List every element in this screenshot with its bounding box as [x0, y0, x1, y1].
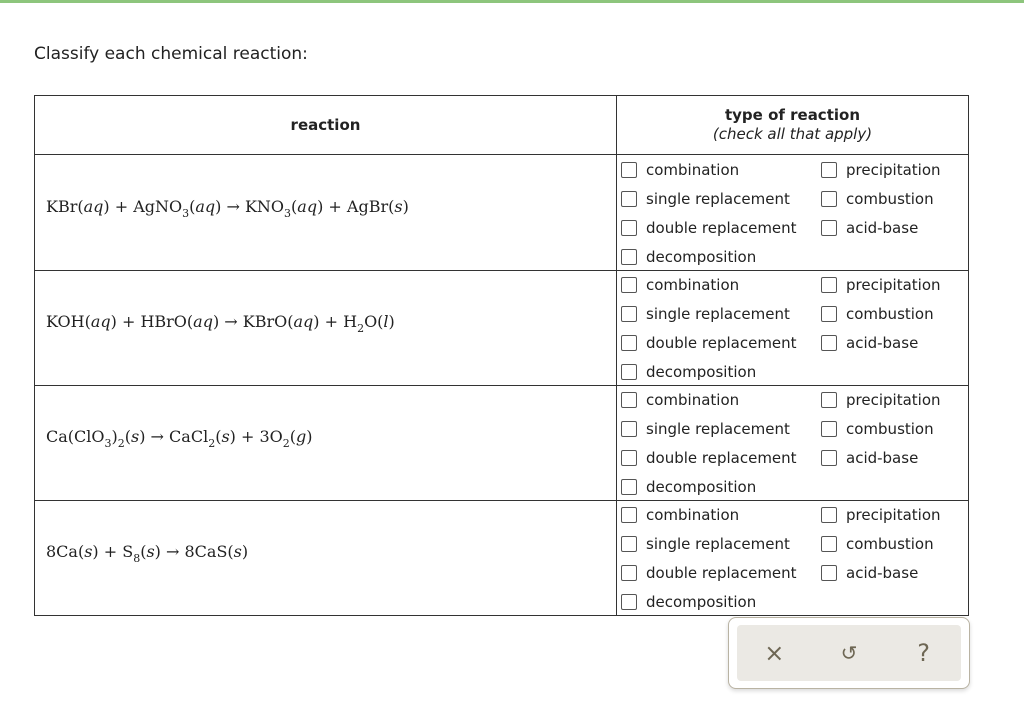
checkbox[interactable]: [821, 191, 837, 207]
option-label: precipitation: [846, 276, 941, 294]
equation-part: aq: [90, 312, 111, 331]
option-label: decomposition: [646, 363, 757, 381]
equation-part: s: [221, 427, 230, 446]
checkbox[interactable]: [821, 220, 837, 236]
equation-part: (: [140, 542, 147, 561]
x-icon: ×: [764, 639, 785, 667]
equation-part: 8Ca(: [46, 542, 85, 561]
checkbox[interactable]: [621, 162, 637, 178]
checkbox[interactable]: [621, 249, 637, 265]
equation-part: (: [289, 427, 297, 446]
option-label: decomposition: [646, 248, 757, 266]
equation-part: ) → KNO: [215, 197, 285, 216]
option-label: combination: [646, 276, 740, 294]
option-combination[interactable]: [621, 391, 739, 409]
equation-part: s: [131, 427, 140, 446]
chemical-equation: [46, 312, 395, 335]
equation-part: ) + 3O: [229, 427, 283, 446]
option-label: precipitation: [846, 391, 941, 409]
checkbox[interactable]: [821, 335, 837, 351]
option-combustion[interactable]: [821, 190, 934, 208]
help-icon: ?: [917, 639, 931, 667]
option-decomposition[interactable]: [621, 478, 756, 496]
checkbox[interactable]: [821, 392, 837, 408]
equation-part: s: [394, 197, 403, 216]
option-label: single replacement: [646, 190, 790, 208]
equation-part: 2: [117, 437, 125, 450]
checkbox[interactable]: [621, 306, 637, 322]
undo-button[interactable]: [829, 633, 869, 673]
chemical-equation: [46, 427, 313, 450]
checkbox[interactable]: [621, 364, 637, 380]
equation-part: Ca(ClO: [46, 427, 105, 446]
option-decomposition[interactable]: [621, 248, 756, 266]
reaction-row: [35, 385, 968, 501]
checkbox[interactable]: [621, 220, 637, 236]
equation-part: ) + HBrO(: [110, 312, 194, 331]
equation-part: l: [383, 312, 389, 331]
option-decomposition[interactable]: [621, 363, 756, 381]
equation-part: ) → KBrO(: [212, 312, 294, 331]
option-label: precipitation: [846, 506, 941, 524]
option-label: combination: [646, 161, 740, 179]
equation-part: ) → CaCl: [139, 427, 209, 446]
checkbox[interactable]: [621, 479, 637, 495]
equation-part: 3: [104, 437, 112, 450]
option-acid-base[interactable]: [821, 564, 918, 582]
top-accent-bar: [0, 0, 1024, 3]
option-label: combustion: [846, 305, 934, 323]
option-single-replacement[interactable]: [621, 305, 790, 323]
column-divider: [616, 96, 617, 615]
option-double-replacement[interactable]: [621, 564, 797, 582]
checkbox[interactable]: [821, 565, 837, 581]
reaction-row: [35, 270, 968, 386]
option-combination[interactable]: [621, 161, 739, 179]
equation-part: 3: [182, 207, 190, 220]
equation-part: g: [296, 427, 307, 446]
chemical-equation: [46, 542, 248, 565]
equation-part: 2: [357, 322, 365, 335]
checkbox[interactable]: [821, 507, 837, 523]
option-precipitation[interactable]: [821, 161, 941, 179]
option-label: single replacement: [646, 535, 790, 553]
checkbox[interactable]: [821, 450, 837, 466]
equation-part: ) + AgBr(: [317, 197, 395, 216]
checkbox[interactable]: [621, 450, 637, 466]
type-header-note: (check all that apply): [712, 125, 873, 143]
checkbox[interactable]: [821, 162, 837, 178]
option-label: acid-base: [846, 449, 919, 467]
option-acid-base[interactable]: [821, 334, 918, 352]
equation-part: aq: [195, 197, 216, 216]
equation-part: aq: [297, 197, 318, 216]
option-label: decomposition: [646, 593, 757, 611]
equation-part: 8: [133, 552, 141, 565]
equation-part: aq: [193, 312, 213, 331]
option-precipitation[interactable]: [821, 391, 941, 409]
checkbox[interactable]: [621, 392, 637, 408]
equation-part: aq: [83, 197, 104, 216]
equation-part: ): [402, 197, 409, 216]
option-double-replacement[interactable]: [621, 449, 797, 467]
option-label: double replacement: [646, 564, 797, 582]
equation-part: 3: [284, 207, 292, 220]
reaction-column-header: reaction: [290, 116, 361, 134]
equation-part: ) + H: [313, 312, 358, 331]
option-label: combustion: [846, 190, 934, 208]
equation-part: ): [388, 312, 395, 331]
equation-part: s: [84, 542, 93, 561]
undo-icon: ↺: [840, 641, 858, 665]
option-label: combination: [646, 506, 740, 524]
option-label: combustion: [846, 535, 934, 553]
equation-part: (: [77, 197, 84, 216]
checkbox[interactable]: [621, 335, 637, 351]
equation-part: (: [124, 427, 131, 446]
equation-part: ): [306, 427, 313, 446]
checkbox[interactable]: [821, 421, 837, 437]
equation-part: KOH(: [46, 312, 91, 331]
checkbox[interactable]: [621, 536, 637, 552]
option-label: double replacement: [646, 334, 797, 352]
equation-part: 2: [208, 437, 216, 450]
option-precipitation[interactable]: [821, 276, 941, 294]
table-header: [35, 96, 968, 155]
option-single-replacement[interactable]: [621, 535, 790, 553]
checkbox[interactable]: [621, 277, 637, 293]
equation-part: ): [111, 427, 118, 446]
equation-part: O(: [364, 312, 384, 331]
equation-part: ) → 8CaS(: [154, 542, 234, 561]
option-label: double replacement: [646, 449, 797, 467]
checkbox[interactable]: [621, 565, 637, 581]
help-button[interactable]: [904, 633, 944, 673]
option-double-replacement[interactable]: [621, 219, 797, 237]
chemical-equation: [46, 197, 409, 220]
equation-part: (: [291, 197, 298, 216]
reaction-table: [34, 95, 969, 616]
option-single-replacement[interactable]: [621, 420, 790, 438]
equation-part: (: [215, 427, 222, 446]
reaction-row: [35, 155, 968, 271]
checkbox[interactable]: [621, 594, 637, 610]
option-label: single replacement: [646, 420, 790, 438]
option-label: acid-base: [846, 334, 919, 352]
option-label: decomposition: [646, 478, 757, 496]
answer-toolbar: [728, 617, 970, 689]
equation-part: s: [146, 542, 155, 561]
option-precipitation[interactable]: [821, 506, 941, 524]
option-combustion[interactable]: [821, 535, 934, 553]
option-combination[interactable]: [621, 276, 739, 294]
option-label: single replacement: [646, 305, 790, 323]
clear-button[interactable]: [754, 633, 794, 673]
equation-part: ) + S: [92, 542, 134, 561]
checkbox[interactable]: [821, 306, 837, 322]
reaction-row: [35, 500, 968, 615]
checkbox[interactable]: [621, 421, 637, 437]
type-header-title: type of reaction: [724, 106, 860, 124]
equation-part: ): [241, 542, 249, 561]
option-label: combustion: [846, 420, 934, 438]
option-acid-base[interactable]: [821, 449, 918, 467]
option-combustion[interactable]: [821, 420, 934, 438]
equation-part: (: [189, 197, 196, 216]
option-label: combination: [646, 391, 740, 409]
equation-part: ) + AgNO: [103, 197, 183, 216]
option-combustion[interactable]: [821, 305, 934, 323]
option-acid-base[interactable]: [821, 219, 918, 237]
checkbox[interactable]: [821, 536, 837, 552]
option-label: acid-base: [846, 564, 919, 582]
option-label: precipitation: [846, 161, 941, 179]
option-double-replacement[interactable]: [621, 334, 797, 352]
equation-part: 2: [282, 437, 290, 450]
option-label: double replacement: [646, 219, 797, 237]
option-decomposition[interactable]: [621, 593, 756, 611]
option-combination[interactable]: [621, 506, 739, 524]
equation-part: s: [233, 542, 242, 561]
checkbox[interactable]: [621, 191, 637, 207]
type-column-header: [617, 106, 968, 144]
question-prompt: Classify each chemical reaction:: [34, 44, 308, 64]
checkbox[interactable]: [621, 507, 637, 523]
equation-part: KBr: [46, 197, 78, 216]
option-label: acid-base: [846, 219, 919, 237]
checkbox[interactable]: [821, 277, 837, 293]
option-single-replacement[interactable]: [621, 190, 790, 208]
equation-part: aq: [293, 312, 314, 331]
